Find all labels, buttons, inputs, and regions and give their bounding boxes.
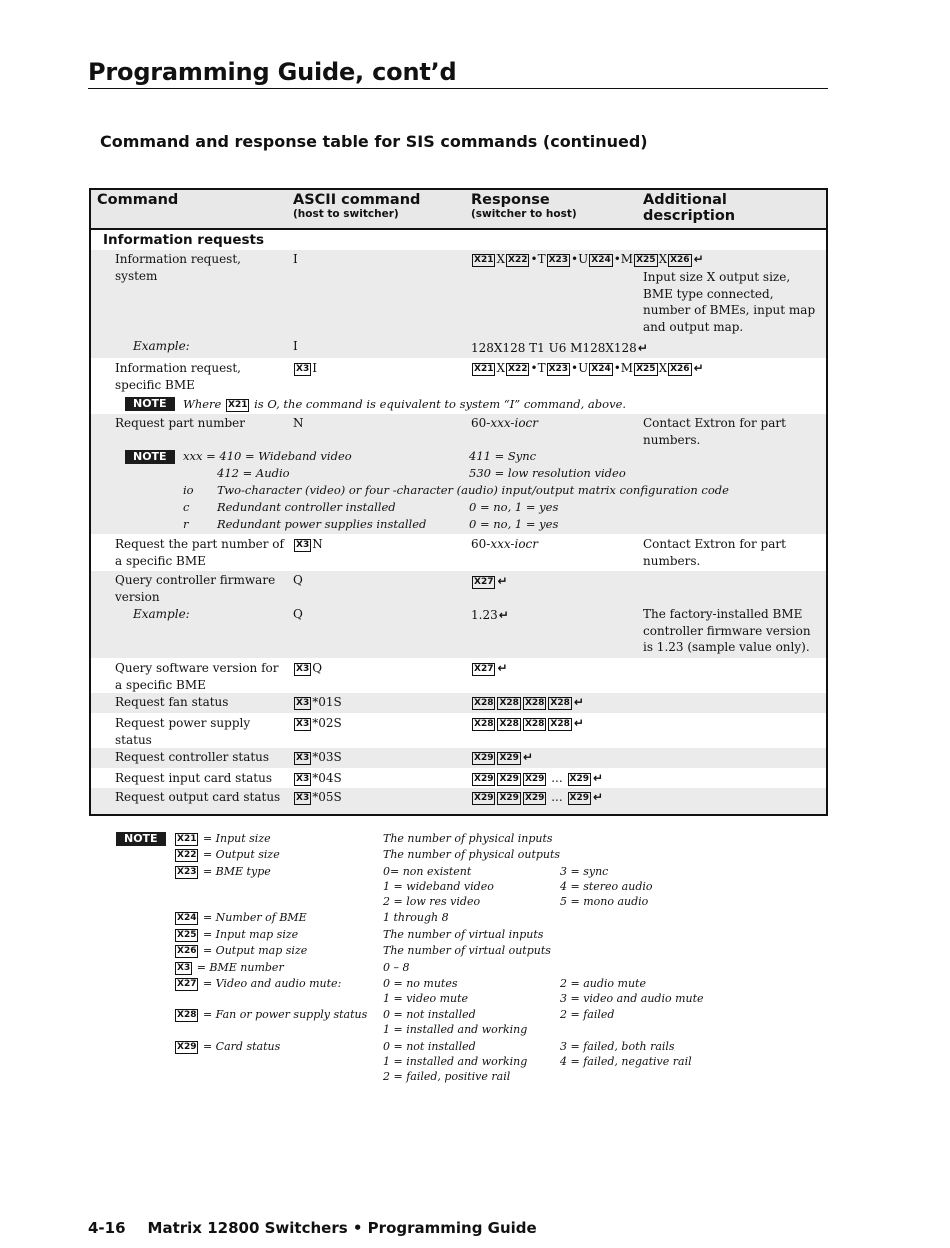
page-footer (88, 1219, 537, 1237)
enter-return-icon: ↵ (573, 695, 584, 709)
page-number: 4-16 (88, 1219, 126, 1237)
section-row (91, 230, 826, 250)
col-header-ascii: ASCII command (host to switcher) (293, 192, 421, 220)
note-row: NOTE xxx = 410 = Wideband video 411 = Sync 412 = Audio 530 = low resolution video io Two-character (video) or four -character (audio) input/output matrix configuration code c Redundant controller installed 0 = no, 1 = yes r Redundant power supplies installed 0 = no, 1 = yes (91, 446, 826, 534)
table-row: Request the part number of a specific BME X3 N 60-xxx-iocr Contact Extron for part numbers. (115, 537, 786, 568)
table-row: Query controller firmware version Q X27 ↵ (91, 571, 826, 605)
enter-return-icon: ↵ (522, 750, 533, 764)
table-row: Request output card status X3 *05S X29 X29 X29 ... X29 ↵ (91, 788, 826, 814)
page-title: Programming Guide, cont’d (88, 58, 457, 86)
note-badge: NOTE (125, 450, 175, 464)
enter-return-icon: ↵ (592, 790, 604, 804)
table-row: Request fan status X3 *01S X28 X28 X28 X28 ↵ (91, 693, 826, 713)
table-row: Request part number N 60-xxx-iocr Contact Extron for part numbers. (91, 414, 826, 446)
table-row: Information request, specific BME X3 I X21 X X22 •T X23 •U X24 •M X25 X X26 ↵ (115, 361, 704, 392)
response-format: X21 X X22 •T X23 •U X24 •M X25 X X26 ↵ (474, 252, 704, 266)
command-table (89, 188, 828, 816)
enter-return-icon: ↵ (498, 608, 509, 622)
col-header-command: Command (97, 192, 179, 208)
enter-return-icon: ↵ (693, 361, 704, 375)
note-badge: NOTE (116, 832, 166, 846)
enter-return-icon: ↵ (497, 661, 508, 675)
table-row: Example: I 128X128 T1 U6 M128X128↵ (91, 338, 826, 358)
table-header (91, 190, 826, 230)
footer-title: Matrix 12800 Switchers • Programming Guide (147, 1219, 537, 1237)
table-row: Query software version for a specific BME X3 Q X27 ↵ (115, 661, 508, 692)
table-row: Example: Q 1.23↵ The factory-installed BME controller firmware version is 1.23 (sample value only). (91, 605, 826, 658)
enter-return-icon: ↵ (497, 574, 508, 588)
response-format: X21 X X22 •T X23 •U X24 •M X25 X X26 ↵ (474, 361, 704, 375)
table-row: Request controller status X3 *03S X29 X29 ↵ (91, 748, 826, 768)
table-row: Request input card status X3 *04S X29 X29 X29 ... X29 ↵ (115, 771, 604, 785)
table-row: Request power supply status X3 *02S X28 X28 X28 X28 ↵ (115, 716, 584, 747)
table-row: Information request, system I X21 X X22 •T X23 •U X24 •M X25 X X26 ↵ Input size X output size, BME type connected, number of BMEs, input map and output map. (91, 250, 826, 338)
section-heading: Information requests (103, 232, 265, 248)
enter-return-icon: ↵ (693, 252, 704, 266)
col-header-response: Response (switcher to host) (471, 192, 577, 220)
note-badge: NOTE (125, 397, 175, 411)
section-title: Command and response table for SIS commands (continued) (100, 132, 648, 151)
page-header (88, 58, 828, 89)
enter-return-icon: ↵ (637, 341, 648, 355)
col-header-description: Additional description (643, 192, 736, 224)
note-row: NOTE Where X21 is O, the command is equivalent to system “I” command, above. (91, 394, 826, 414)
enter-return-icon: ↵ (592, 771, 604, 785)
enter-return-icon: ↵ (573, 716, 584, 730)
